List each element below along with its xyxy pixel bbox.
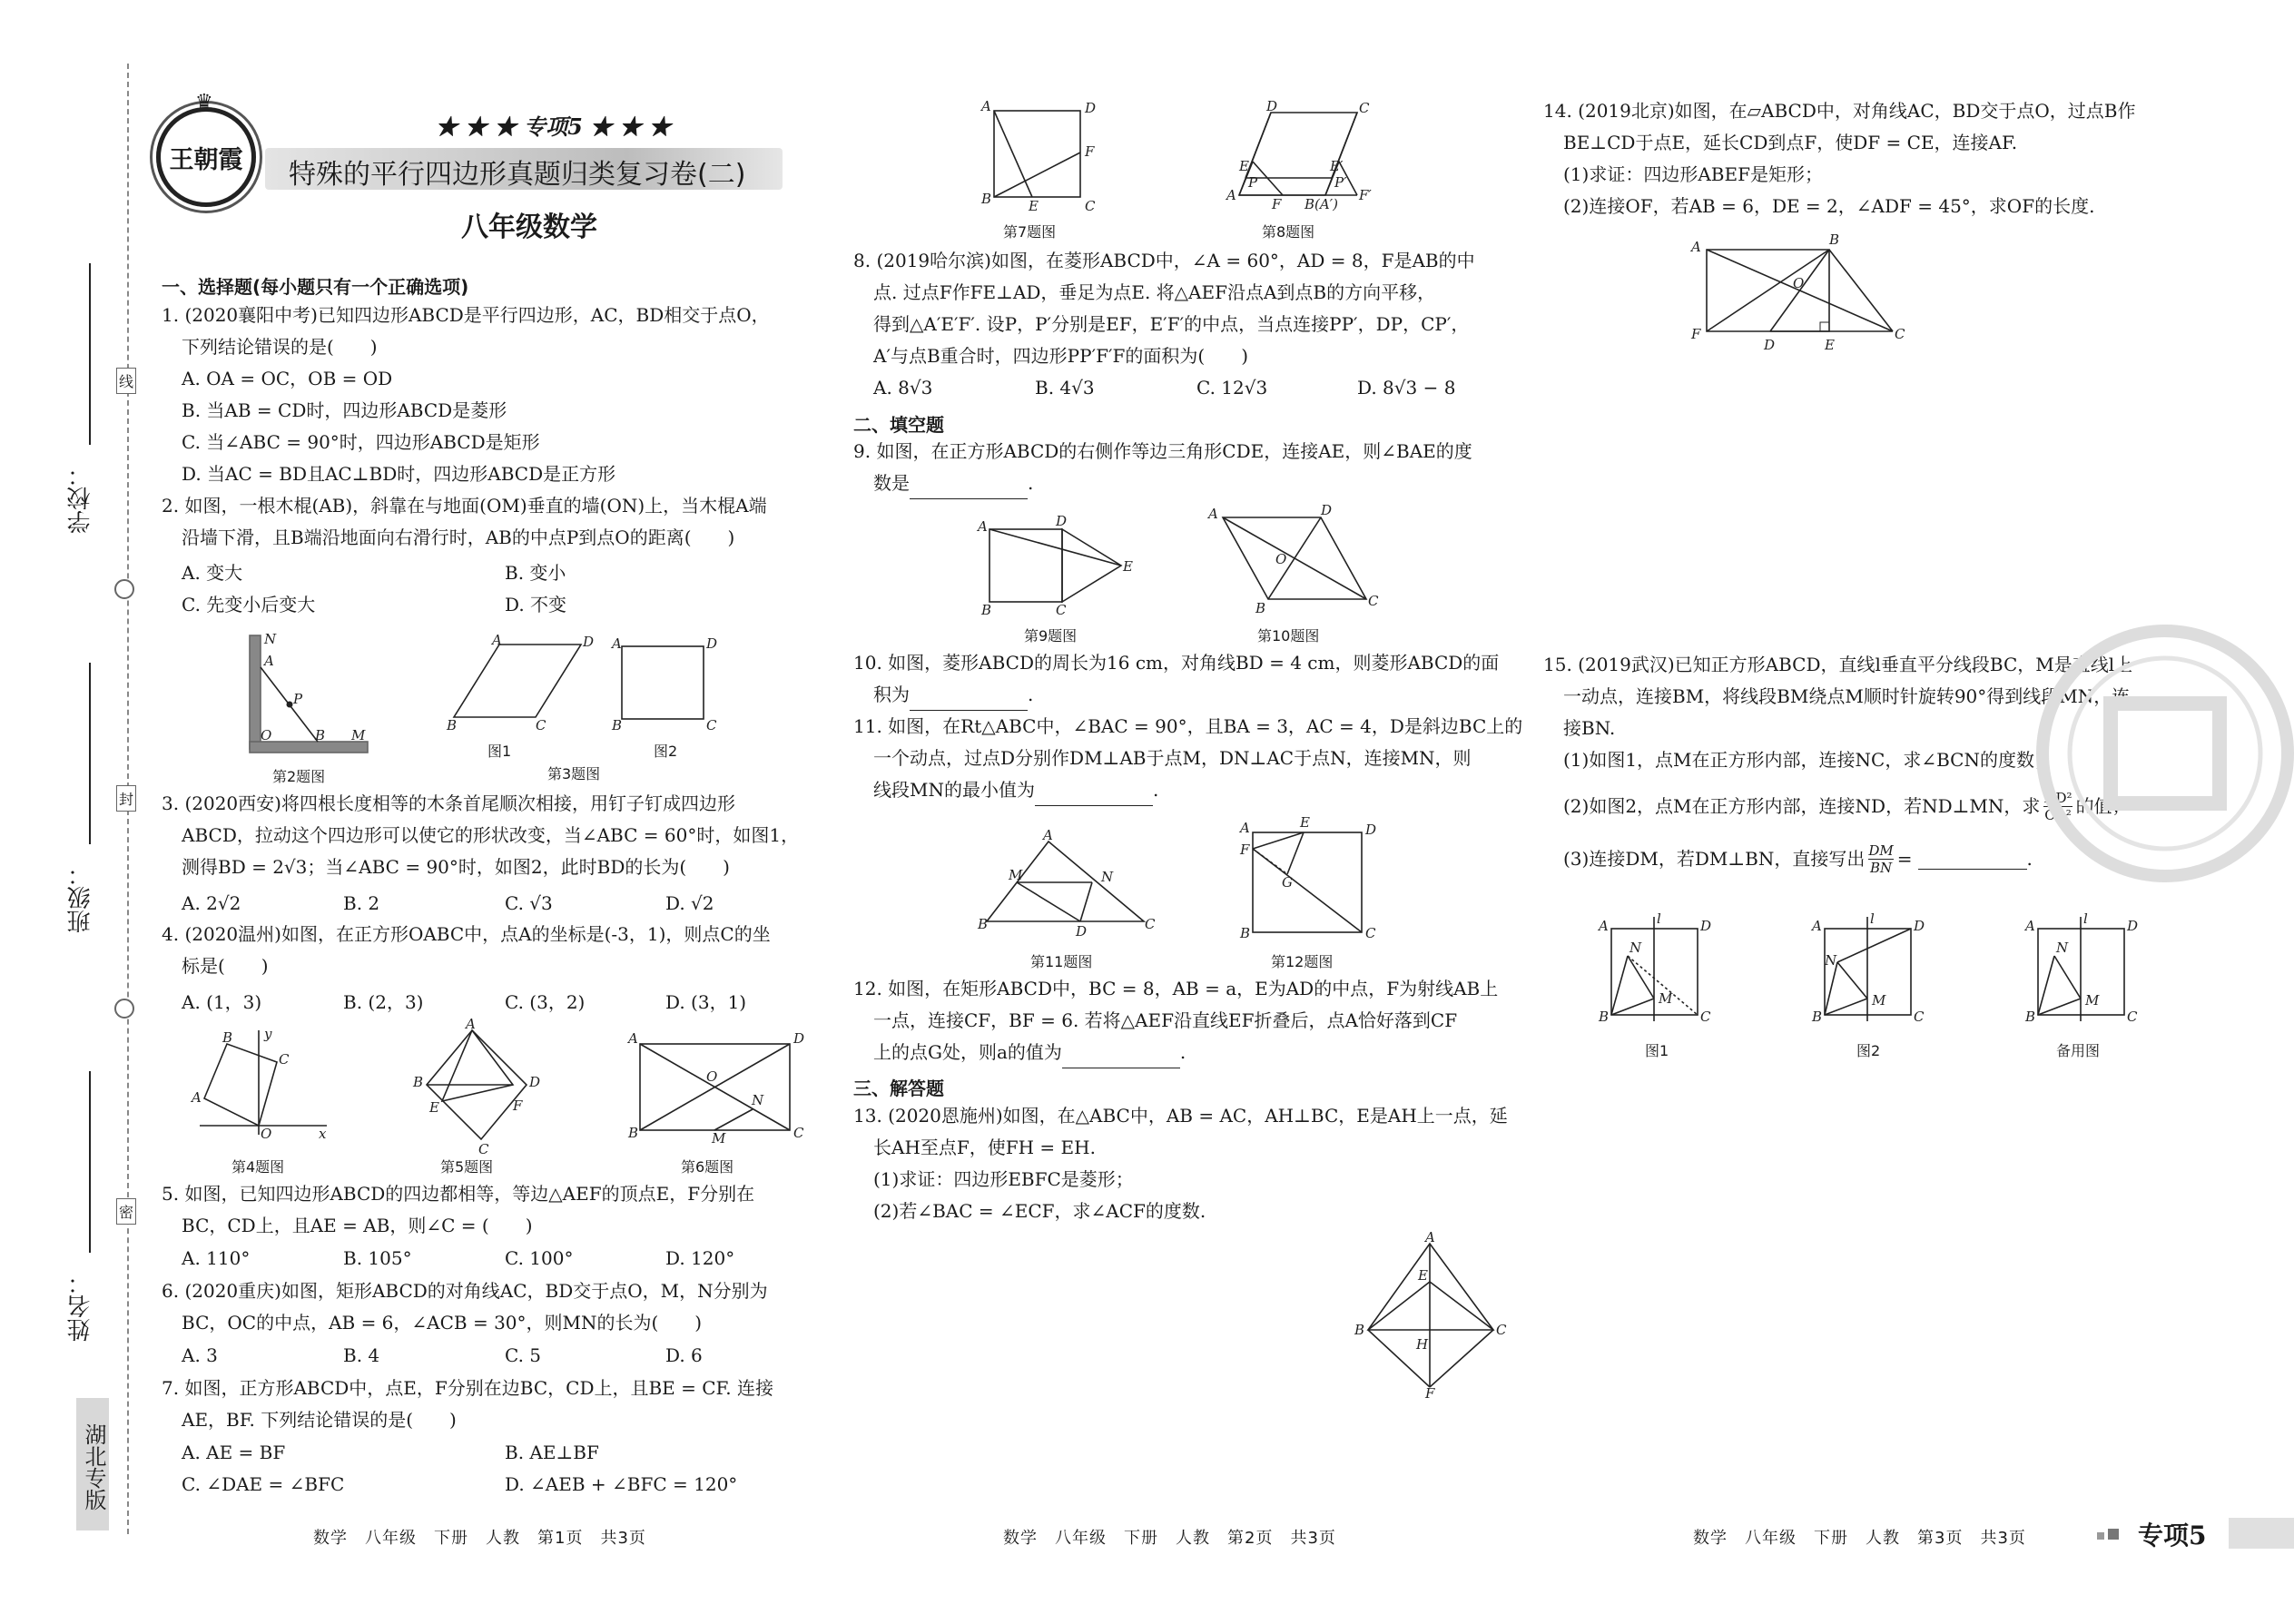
question-10: 10. 如图，菱形ABCD的周长为16 cm，对角线BD = 4 cm，则菱形ABCD的面 积为 . [853,647,1499,711]
q15-part-3: (3)连接DM，若DM⊥BN，直接写出 $\frac{DM}{BN}$ = . [1563,842,2033,876]
q5-option-d[interactable]: D. 120° [665,1247,735,1269]
svg-text:A: A [1812,918,1822,934]
q11-stem: 线段MN的最小值为 [873,779,1035,801]
svg-text:E: E [429,1099,439,1116]
svg-text:F: F [1425,1385,1435,1402]
figure-q4 [186,1026,331,1142]
svg-text:A: A [466,1016,476,1032]
svg-text:C: C [1085,198,1096,214]
svg-text:P: P [293,691,303,707]
svg-text:B: B [981,191,992,207]
q5-stem: 5. 如图，已知四边形ABCD的四边都相等，等边△AEF的顶点E，F分别在 [162,1183,755,1205]
q8-option-c[interactable]: C. 12√3 [1196,377,1268,399]
caption-q15-fig1: 图1 [1645,1042,1669,1059]
q12-answer-blank[interactable] [1062,1048,1180,1068]
svg-text:O: O [706,1068,718,1085]
figure-q9 [976,511,1139,620]
q3-option-a[interactable]: A. 2√2 [182,892,241,914]
q5-option-c[interactable]: C. 100° [505,1247,574,1269]
svg-text:A: A [2025,918,2035,934]
question-4 [162,919,771,982]
question-9: 9. 如图，在正方形ABCD的右侧作等边三角形CDE，连接AE，则∠BAE的度 数是 . [853,436,1472,499]
svg-text:N: N [1825,952,1837,969]
question-13 [853,1100,1508,1227]
svg-text:D: D [1085,100,1097,116]
question-5 [162,1178,754,1242]
svg-text:B(A′): B(A′) [1305,196,1338,212]
q15-stem: 一动点，连接BM，将线段BM绕点M顺时针旋转90°得到线段MN，连 [1563,685,2131,707]
svg-text:A: A [1226,187,1236,203]
q9-stem: 9. 如图，在正方形ABCD的右侧作等边三角形CDE，连接AE，则∠BAE的度 [853,440,1472,462]
svg-text:D: D [529,1074,541,1090]
svg-text:O: O [261,1126,272,1142]
caption-q3-fig1: 图1 [487,743,512,760]
class-label: 班级： [67,862,94,933]
svg-text:D: D [1914,918,1925,934]
q5-option-a[interactable]: A. 110° [182,1247,251,1269]
figure-q15-fig1 [1593,912,1720,1026]
svg-text:E: E [1029,198,1039,214]
q7-option-d[interactable]: D. ∠AEB + ∠BFC = 120° [505,1473,738,1495]
cut-mark-line: 线 [116,368,136,394]
figure-q14 [1684,231,1905,354]
question-2 [162,490,767,554]
svg-text:M: M [712,1130,726,1147]
svg-text:A: A [1425,1229,1435,1245]
q2-stem: 沿墙下滑，且B端沿地面向右滑行时，AB的中点P到点O的距离( ) [182,527,735,548]
svg-text:F: F [1085,143,1095,160]
q8-option-d[interactable]: D. 8√3 − 8 [1357,377,1456,399]
svg-text:P′: P′ [1334,174,1347,191]
page-title: 特殊的平行四边形真题归类复习卷(二) [289,159,746,191]
svg-text:C: C [793,1125,804,1141]
svg-text:B: B [1255,600,1266,616]
figure-q15-fig2 [1807,912,1934,1026]
svg-text:M: M [2085,992,2100,1009]
question-6 [162,1275,768,1339]
q12-stem: 一点，连接CF，BF = 6. 若将△AEF沿直线EF折叠后，点A恰好落到CF [873,1009,1458,1031]
q11-answer-blank[interactable] [1035,785,1153,806]
section-choice: 一、选择题(每小题只有一个正确选项) [162,276,469,298]
svg-text:B: B [1354,1322,1365,1338]
q10-stem: 10. 如图，菱形ABCD的周长为16 cm，对角线BD = 4 cm，则菱形ABCD的面 [853,652,1500,674]
svg-text:D: D [583,634,595,650]
q12-stem: 上的点G处，则a的值为 [873,1041,1062,1063]
q9-answer-blank[interactable] [910,478,1028,499]
q4-stem: 4. (2020温州)如图，在正方形OABC中，点A的坐标是(-3，1)，则点C的坐 [162,923,771,945]
q2-option-a[interactable]: A. 变大 [182,562,243,584]
figure-q6 [626,1030,805,1147]
svg-text:D: D [793,1030,805,1047]
q6-option-d[interactable]: D. 6 [665,1344,703,1366]
q15-fraction-dm-bn: $\frac{DM}{BN}$ [1868,842,1894,876]
q6-stem: BC，OC的中点，AB = 6，∠ACB = 30°，则MN的长为( ) [182,1312,703,1334]
svg-text:A: A [981,98,991,114]
svg-text:P: P [1248,174,1258,191]
svg-text:l: l [2083,910,2088,927]
q3-option-d[interactable]: D. √2 [665,892,714,914]
svg-text:A: A [1691,239,1701,255]
q10-stem: 积为 [873,684,910,705]
q1-option-c[interactable]: C. 当∠ABC = 90°时，四边形ABCD是矩形 [182,431,540,453]
section-fill: 二、填空题 [853,414,944,436]
brand-name: 王朝霞 [169,145,243,174]
question-11: 11. 如图，在Rt△ABC中，∠BAC = 90°，且BA = 3，AC = 4，D是斜边BC上的 一个动点，过点D分别作DM⊥AB于点M，DN⊥AC于点N，连接MN，则 线段MN的最小值为 . [853,711,1522,806]
q11-stem: 一个动点，过点D分别作DM⊥AB于点M，DN⊥AC于点N，连接MN，则 [873,747,1472,769]
svg-text:y: y [264,1026,272,1042]
svg-text:B: B [1829,231,1840,248]
q6-option-c[interactable]: C. 5 [505,1344,542,1366]
school-field[interactable] [89,263,91,445]
figure-q10 [1203,504,1384,617]
q2-option-c[interactable]: C. 先变小后变大 [182,594,316,615]
q10-answer-blank[interactable] [910,690,1028,711]
q3-stem: 3. (2020西安)将四根长度相等的木条首尾顺次相接，用钉子钉成四边形 [162,792,735,814]
q2-option-d[interactable]: D. 不变 [505,594,567,615]
figure-q13 [1353,1229,1507,1402]
q8-stem: A′与点B重合时，四边形PP′F′F的面积为( ) [873,345,1249,367]
footer-page-1: 数学 八年级 下册 人教 第1页 共3页 [313,1529,646,1548]
svg-text:F′: F′ [1359,187,1372,203]
footer-topic-tag: 专项5 [2138,1521,2207,1550]
svg-text:A: A [978,518,988,535]
q8-stem: 得到△A′E′F′. 设P，P′分别是EF，E′F′的中点，当点连接PP′，DP，CP′， [873,313,1470,335]
svg-text:N: N [264,631,277,647]
svg-text:D: D [1764,337,1776,353]
svg-text:D: D [1266,98,1278,114]
q7-option-c[interactable]: C. ∠DAE = ∠BFC [182,1473,345,1495]
q5-option-b[interactable]: B. 105° [343,1247,412,1269]
topic-badge: ★ ★ ★ 专项5 ★ ★ ★ [436,113,671,140]
crown-icon: ♛ [195,91,213,113]
q2-option-b[interactable]: B. 变小 [505,562,566,584]
page-subtitle: 八年级数学 [461,212,597,243]
q14-stem: 14. (2019北京)如图，在▱ABCD中，对角线AC，BD交于点O，过点B作 [1543,100,2136,122]
svg-text:C: C [1700,1009,1711,1025]
svg-text:E: E [1239,158,1249,174]
svg-text:A: A [612,635,622,652]
svg-text:E: E [1123,558,1133,575]
q13-part-1: (1)求证：四边形EBFC是菱形； [873,1168,1134,1190]
svg-text:C: C [1895,326,1905,342]
svg-text:C: C [1056,602,1067,618]
q13-stem: 长AH至点F，使FH = EH. [873,1137,1096,1158]
section-solve: 三、解答题 [853,1078,944,1099]
svg-text:l: l [1657,910,1661,927]
caption-q5: 第5题图 [440,1158,494,1176]
svg-text:B: B [612,717,623,733]
q2-stem: 2. 如图，一根木棍(AB)，斜靠在与地面(OM)垂直的墙(ON)上，当木棍A端 [162,495,767,517]
svg-text:C: C [1359,100,1370,116]
svg-text:E′: E′ [1330,158,1344,174]
svg-text:B: B [1240,925,1251,941]
caption-q9: 第9题图 [1024,627,1078,645]
footer-square-icon [2108,1529,2119,1540]
figure-q12 [1235,812,1380,944]
binding-hole-icon [114,999,134,1019]
q15-answer-blank[interactable] [1918,849,2027,870]
brand-logo [156,107,256,207]
svg-text:B: B [413,1074,424,1090]
q7-stem: AE，BF. 下列结论错误的是( ) [182,1409,457,1431]
question-7 [162,1373,773,1436]
svg-text:B: B [315,727,326,743]
q8-option-a[interactable]: A. 8√3 [873,377,933,399]
binding-hole-icon [114,579,134,599]
svg-text:l: l [1870,910,1875,927]
svg-text:N: N [1101,869,1114,885]
svg-text:B: B [1812,1009,1823,1025]
caption-q7: 第7题图 [1003,223,1057,241]
svg-text:F: F [1272,196,1282,212]
svg-text:D: D [706,635,718,652]
svg-text:O: O [1793,275,1805,291]
svg-text:A: A [1240,820,1250,836]
q11-stem: 11. 如图，在Rt△ABC中，∠BAC = 90°，且BA = 3，AC = 4，D是斜边BC上的 [853,715,1523,737]
cut-mark-seal: 封 [116,785,136,812]
svg-text:B: B [978,916,989,932]
svg-text:A: A [192,1089,202,1106]
svg-text:M: M [351,727,366,743]
caption-q3: 第3题图 [547,765,601,782]
caption-q8: 第8题图 [1262,223,1315,241]
footer-tab [2229,1518,2294,1549]
class-field[interactable] [89,663,91,844]
svg-text:O: O [1275,551,1287,567]
q6-stem: 6. (2020重庆)如图，矩形ABCD的对角线AC，BD交于点O，M，N分别为 [162,1280,768,1302]
question-3 [162,788,799,883]
caption-q15-spare: 备用图 [2056,1042,2101,1059]
q15-stem: 接BN. [1563,717,1616,739]
caption-q15-fig2: 图2 [1856,1042,1881,1059]
q3-option-b[interactable]: B. 2 [343,892,380,914]
svg-text:N: N [752,1092,764,1108]
svg-text:A: A [492,632,502,648]
q6-option-a[interactable]: A. 3 [182,1344,218,1366]
q14-stem: BE⊥CD于点E，延长CD到点F，使DF = CE，连接AF. [1563,132,2018,153]
q14-part-1: (1)求证：四边形ABEF是矩形； [1563,163,1823,185]
svg-text:C: C [706,717,717,733]
svg-text:E: E [1300,814,1310,831]
q5-stem: BC，CD上，且AE = AB，则∠C = ( ) [182,1215,533,1236]
svg-text:A: A [1208,506,1218,522]
q7-stem: 7. 如图，正方形ABCD中，点E，F分别在边BC，CD上，且BE = CF. 连接 [162,1377,774,1399]
q4-option-a[interactable]: A. (1，3) [182,991,262,1013]
seal-watermark-icon [2020,617,2294,890]
caption-q3-fig2: 图2 [654,743,678,760]
q1-stem: 1. (2020襄阳中考)已知四边形ABCD是平行四边形，AC，BD相交于点O， [162,304,770,326]
svg-text:C: C [279,1051,290,1068]
q13-part-2: (2)若∠BAC = ∠ECF，求∠ACF的度数. [873,1200,1206,1222]
svg-text:C: C [1145,916,1156,932]
svg-text:A: A [1043,827,1053,843]
svg-text:C: C [1914,1009,1925,1025]
caption-q6: 第6题图 [681,1158,734,1176]
caption-q11: 第11题图 [1030,953,1093,970]
q4-stem: 标是( ) [182,955,269,977]
question-8 [853,245,1475,372]
question-12: 12. 如图，在矩形ABCD中，BC = 8，AB = a，E为AD的中点，F为射线AB上 一点，连接CF，BF = 6. 若将△AEF沿直线EF折叠后，点A恰好落到CF 上的点G处，则a的值为 . [853,973,1498,1068]
q1-option-b[interactable]: B. 当AB = CD时，四边形ABCD是菱形 [182,399,507,421]
svg-text:O: O [261,727,272,743]
q3-option-c[interactable]: C. √3 [505,892,553,914]
footer-page-3: 数学 八年级 下册 人教 第3页 共3页 [1693,1529,2026,1548]
figure-q3 [445,632,744,744]
svg-text:C: C [1496,1322,1507,1338]
figure-q11 [976,827,1157,944]
footer-page-2: 数学 八年级 下册 人教 第2页 共3页 [1003,1529,1336,1548]
name-label: 姓名： [67,1271,94,1342]
svg-text:D: D [1365,822,1377,838]
svg-text:B: B [981,602,992,618]
svg-text:D: D [1076,923,1088,940]
svg-text:F: F [1240,842,1250,858]
q4-option-b[interactable]: B. (2，3) [343,991,424,1013]
svg-text:B: B [222,1029,233,1046]
svg-text:B: B [628,1125,639,1141]
svg-text:A: A [1599,918,1609,934]
edition-tag: 湖北专版 [76,1398,109,1530]
q9-stem: 数是 [873,472,910,494]
svg-text:F: F [1691,326,1701,342]
question-1 [162,300,770,490]
svg-text:G: G [1282,874,1293,891]
q3-stem: 测得BD = 2√3；当∠ABC = 90°时，如图2，此时BD的长为( ) [182,856,730,878]
name-field[interactable] [89,1071,91,1253]
q15-stem: 15. (2019武汉)已知正方形ABCD，直线l垂直平分线段BC，M是直线l上 [1543,654,2133,675]
svg-text:C: C [478,1141,489,1157]
svg-text:D: D [1056,513,1068,529]
cut-mark-dense: 密 [116,1198,136,1225]
caption-q2: 第2题图 [272,768,326,785]
figure-q8 [1221,100,1380,213]
svg-text:B: B [2025,1009,2036,1025]
q8-stem: 点. 过点F作FE⊥AD，垂足为点E. 将△AEF沿点A到点B的方向平移， [873,281,1436,303]
svg-text:M: M [1872,992,1886,1009]
q7-option-b[interactable]: B. AE⊥BF [505,1442,599,1463]
figure-q15-spare [2020,912,2147,1026]
q8-stem: 8. (2019哈尔滨)如图，在菱形ABCD中，∠A = 60°，AD = 8，F是AB的中 [853,250,1475,271]
svg-text:N: N [2056,940,2069,956]
q7-option-a[interactable]: A. AE = BF [182,1442,286,1463]
footer-square-icon [2097,1532,2104,1540]
svg-text:C: C [536,717,546,733]
q4-option-c[interactable]: C. (3，2) [505,991,586,1013]
school-label: 学校： [67,463,94,534]
svg-text:E: E [1418,1267,1428,1284]
svg-text:B: B [1599,1009,1610,1025]
q13-stem: 13. (2020恩施州)如图，在△ABC中，AB = AC，AH⊥BC，E是AH上一点，延 [853,1105,1508,1127]
svg-text:N: N [1629,940,1642,956]
figure-q7 [976,100,1103,213]
caption-q12: 第12题图 [1271,953,1334,970]
svg-text:A: A [264,653,274,669]
svg-text:D: D [2127,918,2139,934]
svg-text:E: E [1825,337,1835,353]
q12-stem: 12. 如图，在矩形ABCD中，BC = 8，AB = a，E为AD的中点，F为射线AB上 [853,978,1499,999]
q6-option-b[interactable]: B. 4 [343,1344,380,1366]
svg-text:C: C [1368,593,1379,609]
q15-fraction-nd-cd: ND² CD² [2043,790,2072,823]
svg-text:C: C [2127,1009,2138,1025]
question-14 [1543,95,2135,222]
q15-part-2: (2)如图2，点M在正方形内部，连接ND，若ND⊥MN，求 ND² CD² 的值； [1563,790,2131,823]
svg-text:M: M [1659,990,1673,1007]
caption-q10: 第10题图 [1257,627,1320,645]
q4-option-d[interactable]: D. (3，1) [665,991,747,1013]
caption-q4: 第4题图 [231,1158,285,1176]
svg-text:M: M [1009,867,1023,883]
svg-text:B: B [447,717,458,733]
svg-text:C: C [1365,925,1376,941]
q1-stem: 下列结论错误的是( ) [182,336,378,358]
figure-q2 [241,631,372,767]
svg-text:D: D [1700,918,1712,934]
svg-text:D: D [1321,502,1333,518]
q1-option-a[interactable]: A. OA = OC，OB = OD [182,368,393,389]
q3-stem: ABCD，拉动这个四边形可以使它的形状改变，当∠ABC = 60°时，如图1， [182,824,800,846]
q15-part-1: (1)如图1，点M在正方形内部，连接NC，求∠BCN的度数； [1563,749,2053,771]
q8-option-b[interactable]: B. 4√3 [1035,377,1095,399]
q1-option-d[interactable]: D. 当AC = BD且AC⊥BD时，四边形ABCD是正方形 [182,463,616,485]
svg-text:F: F [513,1097,523,1114]
figure-q5 [413,1016,549,1157]
svg-text:H: H [1416,1336,1429,1353]
svg-text:A: A [628,1030,638,1047]
svg-text:x: x [319,1126,327,1142]
q14-part-2: (2)连接OF，若AB = 6，DE = 2，∠ADF = 45°，求OF的长度. [1563,195,2095,217]
